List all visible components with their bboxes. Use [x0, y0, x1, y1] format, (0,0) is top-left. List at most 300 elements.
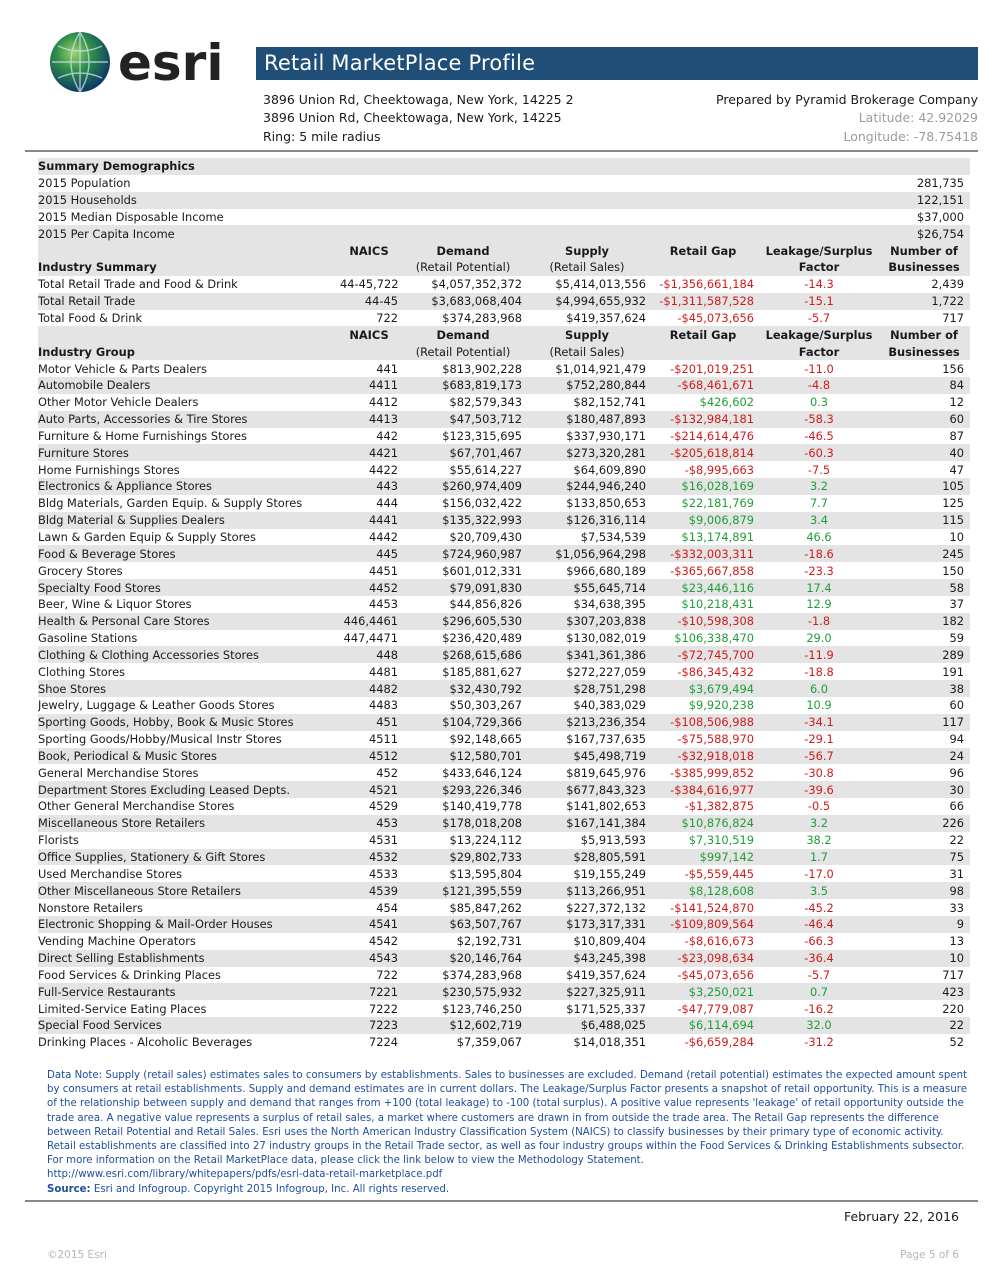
- businesses-value: 52: [949, 1035, 965, 1050]
- naics-code: 4533: [369, 866, 398, 881]
- businesses-value: 2,439: [931, 277, 965, 292]
- factor-value: 7.7: [809, 496, 829, 511]
- businesses-value: 182: [884, 613, 970, 630]
- supply-value: $4,994,655,932: [528, 293, 652, 310]
- data-note: [47, 1069, 972, 1197]
- factor-value: -18.8: [804, 664, 834, 679]
- businesses-value: 58: [884, 579, 970, 596]
- industry-label: Department Stores Excluding Leased Depts.: [38, 781, 340, 798]
- naics-code: 7221: [340, 983, 404, 1000]
- empty-cell: [340, 343, 404, 360]
- factor-value: -18.6: [760, 545, 884, 562]
- col-demand: Demand: [404, 326, 528, 343]
- factor-value: 29.0: [806, 631, 832, 646]
- empty-cell: [38, 326, 340, 343]
- naics-code: 451: [340, 714, 404, 731]
- businesses-value: 105: [884, 478, 970, 495]
- naics-code: 452: [376, 765, 398, 780]
- industry-label: Total Retail Trade: [38, 293, 340, 310]
- businesses-value: 10: [949, 529, 965, 544]
- industry-label: Florists: [38, 833, 79, 848]
- table-row: [38, 579, 970, 596]
- industry-label: Full-Service Restaurants: [38, 983, 340, 1000]
- supply-value: $419,357,624: [566, 967, 646, 982]
- col-supply-sub: (Retail Sales): [528, 259, 652, 276]
- factor-value: -56.7: [760, 748, 884, 765]
- table-row: [38, 545, 970, 562]
- table-row: [38, 781, 970, 798]
- naics-code: 7224: [369, 1035, 398, 1050]
- factor-value: -60.3: [760, 444, 884, 461]
- businesses-value: 40: [884, 444, 970, 461]
- demand-value: $178,018,208: [404, 815, 528, 832]
- businesses-value: 1,722: [884, 293, 970, 310]
- table-row: [38, 882, 970, 899]
- table-row: [38, 680, 970, 697]
- top-divider: [25, 150, 978, 152]
- table-row: [38, 933, 970, 950]
- factor-value: -5.7: [807, 311, 831, 326]
- naics-code: 447,4471: [343, 631, 398, 646]
- naics-code: 4511: [369, 732, 398, 747]
- supply-value: $227,325,911: [528, 983, 652, 1000]
- demographic-label: 2015 Per Capita Income: [38, 225, 884, 242]
- supply-value: $180,487,893: [528, 411, 652, 428]
- retail-gap-value: $22,181,769: [681, 496, 754, 511]
- retail-gap-value: -$109,809,564: [652, 916, 760, 933]
- page-title: Retail MarketPlace Profile: [264, 51, 536, 75]
- naics-code: 4531: [369, 833, 398, 848]
- businesses-value: 245: [884, 545, 970, 562]
- retail-gap-value: $3,250,021: [652, 983, 760, 1000]
- retail-gap-value: -$5,559,445: [684, 866, 754, 881]
- industry-label: Used Merchandise Stores: [38, 866, 183, 881]
- supply-value: $141,802,653: [566, 799, 646, 814]
- supply-value: $341,361,386: [528, 646, 652, 663]
- industry-label: Food & Beverage Stores: [38, 545, 340, 562]
- table-row: [38, 596, 970, 613]
- table-row: [38, 748, 970, 765]
- businesses-value: 10: [884, 950, 970, 967]
- naics-code: 4481: [369, 664, 398, 679]
- demand-value: $140,419,778: [442, 799, 522, 814]
- table-row: [38, 259, 970, 276]
- address-line-2: 3896 Union Rd, Cheektowaga, New York, 14225: [263, 110, 562, 125]
- retail-gap-value: $13,174,891: [681, 529, 754, 544]
- factor-value: -16.2: [804, 1001, 834, 1016]
- ring-radius: Ring: 5 mile radius: [263, 129, 381, 144]
- businesses-value: 423: [884, 983, 970, 1000]
- industry-label: Sporting Goods, Hobby, Book & Music Stores: [38, 714, 340, 731]
- industry-label: Health & Personal Care Stores: [38, 613, 340, 630]
- supply-value: $133,850,653: [566, 496, 646, 511]
- industry-label: Motor Vehicle & Parts Dealers: [38, 361, 207, 376]
- naics-code: 4411: [340, 377, 404, 394]
- col-businesses-sub: Businesses: [884, 343, 970, 360]
- col-demand-sub: (Retail Potential): [404, 343, 528, 360]
- longitude: Longitude: -78.75418: [843, 129, 978, 144]
- industry-label: Automobile Dealers: [38, 377, 340, 394]
- businesses-value: 220: [942, 1001, 965, 1016]
- retail-gap-value: $6,114,694: [652, 1017, 760, 1034]
- factor-value: 6.0: [760, 680, 884, 697]
- col-factor: Leakage/Surplus: [760, 326, 884, 343]
- retail-gap-value: -$10,598,308: [652, 613, 760, 630]
- factor-value: 1.7: [760, 849, 884, 866]
- table-row: [38, 967, 970, 984]
- retail-gap-value: $10,876,824: [652, 815, 760, 832]
- col-retail-gap: Retail Gap: [652, 242, 760, 259]
- col-naics: NAICS: [340, 242, 404, 259]
- demand-value: $123,746,250: [442, 1001, 522, 1016]
- naics-code: 4542: [369, 934, 398, 949]
- col-businesses-sub: Businesses: [884, 259, 970, 276]
- supply-value: $82,152,741: [573, 395, 646, 410]
- demand-value: $47,503,712: [404, 411, 528, 428]
- factor-value: -14.3: [804, 277, 834, 292]
- table-row: [38, 175, 970, 192]
- col-supply: Supply: [528, 326, 652, 343]
- retail-gap-value: -$32,918,018: [652, 748, 760, 765]
- col-businesses: Number of: [884, 326, 970, 343]
- demand-value: $63,507,767: [404, 916, 528, 933]
- factor-value: 3.4: [760, 512, 884, 529]
- factor-value: -45.2: [804, 900, 834, 915]
- factor-value: 3.2: [760, 478, 884, 495]
- table-row: [38, 529, 970, 546]
- naics-code: 722: [376, 311, 398, 326]
- naics-code: 7223: [340, 1017, 404, 1034]
- retail-gap-value: -$1,311,587,528: [652, 293, 760, 310]
- table-row: [38, 849, 970, 866]
- supply-value: $40,383,029: [573, 698, 646, 713]
- supply-value: $6,488,025: [528, 1017, 652, 1034]
- empty-cell: [652, 259, 760, 276]
- bottom-divider: [25, 1200, 978, 1202]
- supply-value: $34,638,395: [573, 597, 646, 612]
- industry-label: Total Retail Trade and Food & Drink: [38, 277, 238, 292]
- industry-label: Clothing Stores: [38, 664, 126, 679]
- table-row: [38, 209, 970, 226]
- businesses-value: 24: [884, 748, 970, 765]
- col-supply-sub: (Retail Sales): [528, 343, 652, 360]
- factor-value: 46.6: [806, 529, 832, 544]
- col-supply: Supply: [528, 242, 652, 259]
- supply-value: $43,245,398: [528, 950, 652, 967]
- supply-value: $677,843,323: [528, 781, 652, 798]
- naics-code: 4532: [340, 849, 404, 866]
- table-row: [38, 697, 970, 714]
- industry-label: General Merchandise Stores: [38, 765, 199, 780]
- supply-value: $126,316,114: [528, 512, 652, 529]
- retail-gap-value: -$141,524,870: [670, 900, 754, 915]
- businesses-value: 22: [949, 833, 965, 848]
- retail-gap-value: -$72,745,700: [652, 646, 760, 663]
- industry-label: Drinking Places - Alcoholic Beverages: [38, 1035, 253, 1050]
- retail-gap-value: -$1,382,875: [684, 799, 754, 814]
- table-row: [38, 293, 970, 310]
- table-row: [38, 916, 970, 933]
- industry-label: Home Furnishings Stores: [38, 462, 180, 477]
- industry-label: Food Services & Drinking Places: [38, 967, 221, 982]
- demand-value: $268,615,686: [404, 646, 528, 663]
- naics-code: 4451: [369, 563, 398, 578]
- naics-code: 4442: [369, 529, 398, 544]
- demand-value: $236,420,489: [442, 631, 522, 646]
- retail-gap-value: -$108,506,988: [652, 714, 760, 731]
- demand-value: $44,856,826: [449, 597, 522, 612]
- naics-code: 722: [376, 967, 398, 982]
- demand-value: $293,226,346: [404, 781, 528, 798]
- industry-label: Office Supplies, Stationery & Gift Stores: [38, 849, 340, 866]
- businesses-value: 125: [942, 496, 965, 511]
- industry-label: Grocery Stores: [38, 563, 123, 578]
- supply-value: $14,018,351: [573, 1035, 646, 1050]
- demand-value: $374,283,968: [442, 311, 522, 326]
- supply-value: $171,525,337: [566, 1001, 646, 1016]
- table-row: [38, 411, 970, 428]
- retail-gap-value: -$1,356,661,184: [659, 277, 754, 292]
- businesses-value: 13: [949, 934, 965, 949]
- naics-code: 4421: [340, 444, 404, 461]
- supply-value: $28,805,591: [528, 849, 652, 866]
- table-row: [38, 1034, 970, 1051]
- factor-value: -46.5: [804, 428, 834, 443]
- industry-label: Auto Parts, Accessories & Tire Stores: [38, 411, 340, 428]
- prepared-by: Prepared by Pyramid Brokerage Company: [716, 92, 978, 107]
- naics-code: 4453: [369, 597, 398, 612]
- demand-value: $13,595,804: [449, 866, 522, 881]
- industry-label: Lawn & Garden Equip & Supply Stores: [38, 529, 256, 544]
- table-row: [38, 343, 970, 360]
- col-factor: Leakage/Surplus: [760, 242, 884, 259]
- factor-value: -29.1: [804, 732, 834, 747]
- factor-value: 0.7: [760, 983, 884, 1000]
- businesses-value: 60: [884, 411, 970, 428]
- naics-code: 4482: [340, 680, 404, 697]
- retail-gap-value: -$132,984,181: [652, 411, 760, 428]
- industry-label: Limited-Service Eating Places: [38, 1001, 207, 1016]
- businesses-value: 98: [884, 882, 970, 899]
- empty-cell: [652, 343, 760, 360]
- retail-gap-value: $997,142: [652, 849, 760, 866]
- businesses-value: 117: [884, 714, 970, 731]
- retail-gap-value: -$45,073,656: [677, 311, 754, 326]
- retail-gap-value: $9,006,879: [652, 512, 760, 529]
- demand-value: $50,303,267: [449, 698, 522, 713]
- factor-value: 0.3: [809, 395, 829, 410]
- table-row: [38, 360, 970, 377]
- demand-value: $3,683,068,404: [404, 293, 528, 310]
- retail-gap-value: -$385,999,852: [670, 765, 754, 780]
- table-row: [38, 815, 970, 832]
- source-label: Source:: [47, 1183, 91, 1195]
- retail-gap-value: -$332,003,311: [652, 545, 760, 562]
- retail-gap-value: -$201,019,251: [670, 361, 754, 376]
- factor-value: 3.2: [760, 815, 884, 832]
- supply-value: $419,357,624: [566, 311, 646, 326]
- demographic-label: 2015 Population: [38, 176, 131, 191]
- businesses-value: 22: [884, 1017, 970, 1034]
- factor-value: 38.2: [806, 833, 832, 848]
- supply-value: $5,414,013,556: [555, 277, 646, 292]
- retail-gap-value: $10,218,431: [681, 597, 754, 612]
- businesses-value: 66: [949, 799, 965, 814]
- supply-value: $213,236,354: [528, 714, 652, 731]
- retail-gap-value: -$45,073,656: [677, 967, 754, 982]
- naics-code: 4529: [369, 799, 398, 814]
- naics-code: 4539: [340, 882, 404, 899]
- col-demand-sub: (Retail Potential): [404, 259, 528, 276]
- supply-value: $1,014,921,479: [555, 361, 646, 376]
- table-row: [38, 495, 970, 512]
- title-bar: [256, 47, 978, 80]
- table-row: [38, 444, 970, 461]
- table-row: [38, 562, 970, 579]
- esri-logo: [48, 30, 248, 94]
- businesses-value: 75: [884, 849, 970, 866]
- table-row: [38, 613, 970, 630]
- factor-value: 12.9: [806, 597, 832, 612]
- source-text: Esri and Infogroup. Copyright 2015 Infogroup, Inc. All rights reserved.: [93, 1183, 450, 1195]
- businesses-value: 33: [949, 900, 965, 915]
- demographic-value: 281,735: [916, 176, 965, 191]
- retail-gap-value: -$214,614,476: [670, 428, 754, 443]
- retail-gap-value: $23,446,116: [652, 579, 760, 596]
- businesses-value: 94: [949, 732, 965, 747]
- industry-label: Other General Merchandise Stores: [38, 799, 235, 814]
- section-header: Industry Group: [38, 343, 340, 360]
- demographic-label: 2015 Median Disposable Income: [38, 209, 224, 224]
- retail-gap-value: -$23,098,634: [652, 950, 760, 967]
- demand-value: $79,091,830: [404, 579, 528, 596]
- factor-value: 10.9: [806, 698, 832, 713]
- industry-label: Beer, Wine & Liquor Stores: [38, 597, 192, 612]
- demographic-value: $26,754: [884, 225, 970, 242]
- demand-value: $13,224,112: [449, 833, 522, 848]
- supply-value: $113,266,951: [528, 882, 652, 899]
- demand-value: $296,605,530: [404, 613, 528, 630]
- supply-value: $28,751,298: [528, 680, 652, 697]
- supply-value: $130,082,019: [566, 631, 646, 646]
- businesses-value: 96: [949, 765, 965, 780]
- supply-value: $10,809,404: [573, 934, 646, 949]
- businesses-value: 191: [942, 664, 965, 679]
- supply-value: $273,320,281: [528, 444, 652, 461]
- businesses-value: 30: [884, 781, 970, 798]
- factor-value: -66.3: [804, 934, 834, 949]
- col-demand: Demand: [404, 242, 528, 259]
- businesses-value: 87: [949, 428, 965, 443]
- supply-value: $272,227,059: [566, 664, 646, 679]
- industry-label: Sporting Goods/Hobby/Musical Instr Stores: [38, 732, 282, 747]
- naics-code: 4422: [369, 462, 398, 477]
- naics-code: 445: [340, 545, 404, 562]
- industry-label: Vending Machine Operators: [38, 934, 196, 949]
- retail-gap-value: -$6,659,284: [684, 1035, 754, 1050]
- demographic-value: $37,000: [916, 209, 965, 224]
- supply-value: $819,645,976: [566, 765, 646, 780]
- demand-value: $260,974,409: [404, 478, 528, 495]
- supply-value: $227,372,132: [566, 900, 646, 915]
- col-factor-sub: Factor: [760, 343, 884, 360]
- table-row: [38, 377, 970, 394]
- factor-value: -58.3: [760, 411, 884, 428]
- naics-code: 7222: [369, 1001, 398, 1016]
- naics-code: 442: [376, 428, 398, 443]
- supply-value: $173,317,331: [528, 916, 652, 933]
- demand-value: $135,322,993: [404, 512, 528, 529]
- table-row: [38, 950, 970, 967]
- naics-code: 4413: [340, 411, 404, 428]
- table-row: [38, 832, 970, 849]
- copyright: ©2015 Esri: [47, 1249, 107, 1261]
- factor-value: -0.5: [807, 799, 831, 814]
- col-businesses: Number of: [884, 242, 970, 259]
- table-row: [38, 225, 970, 242]
- retail-gap-value: $106,338,470: [674, 631, 754, 646]
- supply-value: $244,946,240: [528, 478, 652, 495]
- businesses-value: 150: [942, 563, 965, 578]
- naics-code: 453: [340, 815, 404, 832]
- col-factor-sub: Factor: [760, 259, 884, 276]
- demographic-value: 122,151: [884, 192, 970, 209]
- factor-value: 3.5: [760, 882, 884, 899]
- naics-code: 448: [340, 646, 404, 663]
- industry-label: Direct Selling Establishments: [38, 950, 340, 967]
- factor-value: -4.8: [760, 377, 884, 394]
- table-row: [38, 326, 970, 343]
- retail-gap-value: -$86,345,432: [677, 664, 754, 679]
- table-row: [38, 1000, 970, 1017]
- businesses-value: 115: [884, 512, 970, 529]
- demand-value: $156,032,422: [442, 496, 522, 511]
- factor-value: -5.7: [807, 967, 831, 982]
- factor-value: 32.0: [760, 1017, 884, 1034]
- industry-label: Book, Periodical & Music Stores: [38, 748, 340, 765]
- supply-value: $337,930,171: [566, 428, 646, 443]
- table-row: [38, 663, 970, 680]
- industry-label: Jewelry, Luggage & Leather Goods Stores: [38, 698, 275, 713]
- empty-cell: [340, 259, 404, 276]
- factor-value: -31.2: [804, 1035, 834, 1050]
- businesses-value: 59: [949, 631, 965, 646]
- logo-wordmark: esri: [118, 34, 224, 92]
- factor-value: -15.1: [760, 293, 884, 310]
- businesses-value: 289: [884, 646, 970, 663]
- factor-value: -46.4: [760, 916, 884, 933]
- businesses-value: 38: [884, 680, 970, 697]
- demand-value: $7,359,067: [456, 1035, 522, 1050]
- supply-value: $167,141,384: [528, 815, 652, 832]
- factor-value: -7.5: [807, 462, 831, 477]
- businesses-value: 226: [884, 815, 970, 832]
- industry-label: Gasoline Stations: [38, 631, 138, 646]
- table-row: [38, 731, 970, 748]
- businesses-value: 717: [942, 967, 965, 982]
- demand-value: $185,881,627: [442, 664, 522, 679]
- industry-label: Bldg Material & Supplies Dealers: [38, 512, 340, 529]
- supply-value: $966,680,189: [566, 563, 646, 578]
- methodology-link[interactable]: http://www.esri.com/library/whitepapers/pdfs/esri-data-retail-marketplace.pdf: [47, 1169, 443, 1181]
- demand-value: $121,395,559: [404, 882, 528, 899]
- supply-value: $7,534,539: [580, 529, 646, 544]
- businesses-value: 9: [884, 916, 970, 933]
- naics-code: 4483: [369, 698, 398, 713]
- demand-value: $20,709,430: [449, 529, 522, 544]
- naics-code: 44-45: [340, 293, 404, 310]
- demand-value: $92,148,665: [449, 732, 522, 747]
